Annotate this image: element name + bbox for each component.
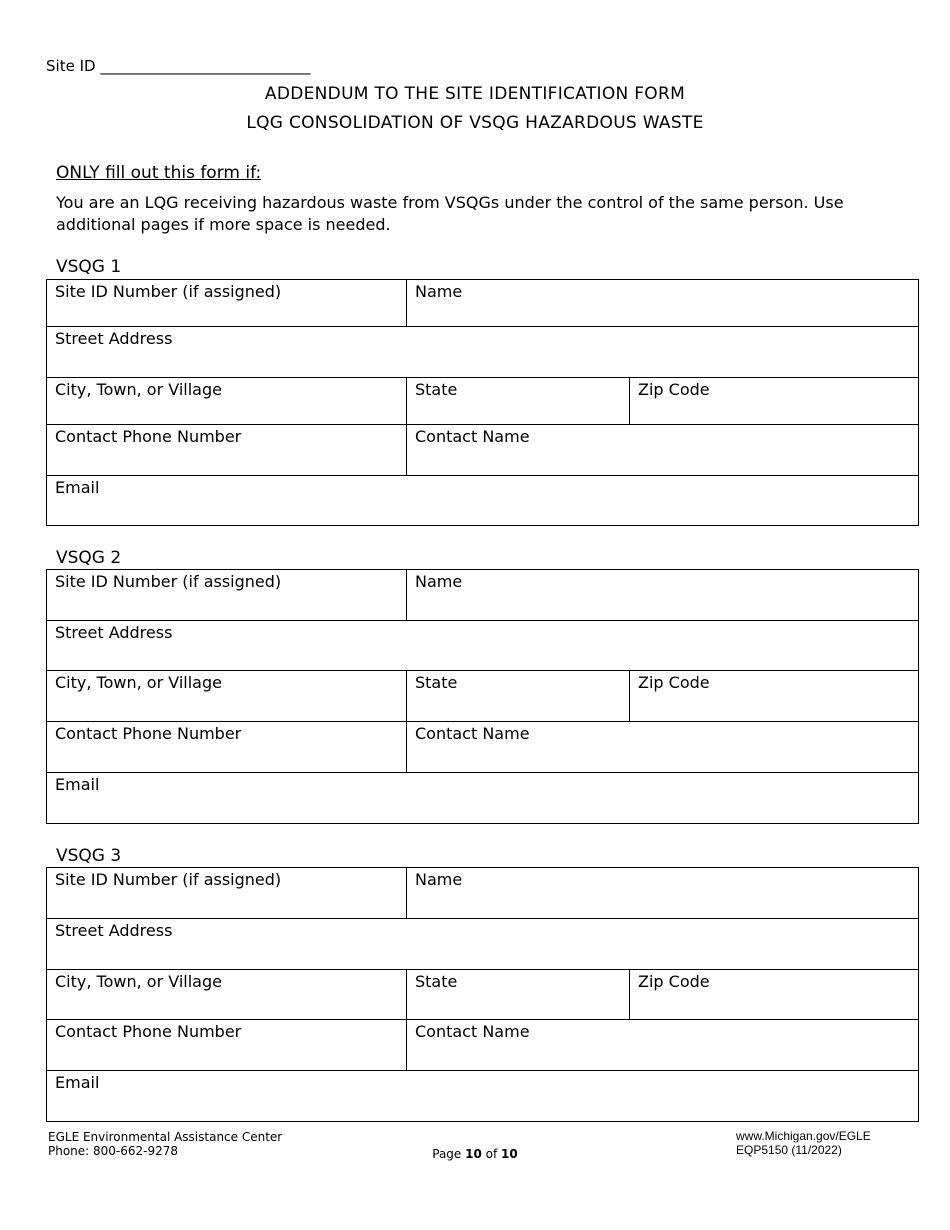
name-field[interactable] [407,570,919,621]
zip-code-field[interactable] [630,970,919,1020]
contact-phone-field[interactable] [47,722,407,773]
street-address-field[interactable] [47,919,919,970]
contact-name-field[interactable] [407,1020,919,1071]
site-id-line [46,57,310,75]
section-label-vsqg-2: VSQG 2 [56,548,122,568]
contact-phone-field[interactable] [47,425,407,476]
field-label: City, Town, or Village [55,380,222,399]
field-label: Site ID Number (if assigned) [55,282,282,301]
field-label: Street Address [55,329,173,348]
site-id-number-field[interactable] [47,868,407,919]
email-field[interactable] [47,1071,919,1122]
instructions-text: You are an LQG receiving hazardous waste from VSQGs under the control of the same person. Use additional pages if more space is needed. [56,193,844,234]
field-label: Name [415,572,463,591]
field-label: Email [55,775,100,794]
field-label: Contact Name [415,724,530,743]
vsqg-2-table [46,569,919,824]
footer-org: EGLE Environmental Assistance Center [48,1130,283,1144]
field-label: Site ID Number (if assigned) [55,870,282,889]
field-label: Zip Code [638,972,710,991]
field-label: Name [415,870,463,889]
vsqg-3-table [46,867,919,1122]
city-field[interactable] [47,970,407,1020]
zip-code-field[interactable] [630,671,919,722]
state-field[interactable] [407,378,630,425]
field-label: State [415,972,458,991]
site-id-number-field[interactable] [47,280,407,327]
page-of: of [481,1147,502,1161]
field-label: Street Address [55,623,173,642]
zip-code-field[interactable] [630,378,919,425]
field-label: City, Town, or Village [55,673,222,692]
street-address-field[interactable] [47,621,919,671]
name-field[interactable] [407,280,919,327]
email-field[interactable] [47,773,919,824]
field-label: Contact Phone Number [55,724,242,743]
form-title-line2: LQG CONSOLIDATION OF VSQG HAZARDOUS WASTE [246,113,704,133]
site-id-input[interactable]: ____________________________ [100,57,311,75]
site-id-number-field[interactable] [47,570,407,621]
field-label: Email [55,1073,100,1092]
page-prefix: Page [432,1147,466,1161]
footer-form-code: EQP5150 (11/2022) [736,1143,842,1157]
field-label: Contact Phone Number [55,427,242,446]
field-label: Site ID Number (if assigned) [55,572,282,591]
email-field[interactable] [47,476,919,526]
page-total: 10 [501,1147,518,1161]
footer-phone: Phone: 800-662-9278 [48,1144,179,1158]
city-field[interactable] [47,671,407,722]
field-label: Contact Phone Number [55,1022,242,1041]
contact-name-field[interactable] [407,425,919,476]
footer-website[interactable]: www.Michigan.gov/EGLE [736,1129,871,1143]
contact-name-field[interactable] [407,722,919,773]
name-field[interactable] [407,868,919,919]
vsqg-1-table [46,279,919,526]
page-current: 10 [465,1147,482,1161]
state-field[interactable] [407,970,630,1020]
field-label: Zip Code [638,673,710,692]
field-label: Name [415,282,463,301]
contact-phone-field[interactable] [47,1020,407,1071]
field-label: State [415,673,458,692]
instructions-heading: ONLY fill out this form if: [56,163,262,183]
state-field[interactable] [407,671,630,722]
street-address-field[interactable] [47,327,919,378]
field-label: Street Address [55,921,173,940]
section-label-vsqg-1: VSQG 1 [56,257,122,277]
field-label: City, Town, or Village [55,972,222,991]
footer-right [736,1129,871,1157]
field-label: Zip Code [638,380,710,399]
field-label: Contact Name [415,1022,530,1041]
form-title-line1: ADDENDUM TO THE SITE IDENTIFICATION FORM [264,84,686,104]
field-label: Contact Name [415,427,530,446]
site-id-label: Site ID [46,57,96,75]
field-label: Email [55,478,100,497]
city-field[interactable] [47,378,407,425]
section-label-vsqg-3: VSQG 3 [56,846,122,866]
field-label: State [415,380,458,399]
